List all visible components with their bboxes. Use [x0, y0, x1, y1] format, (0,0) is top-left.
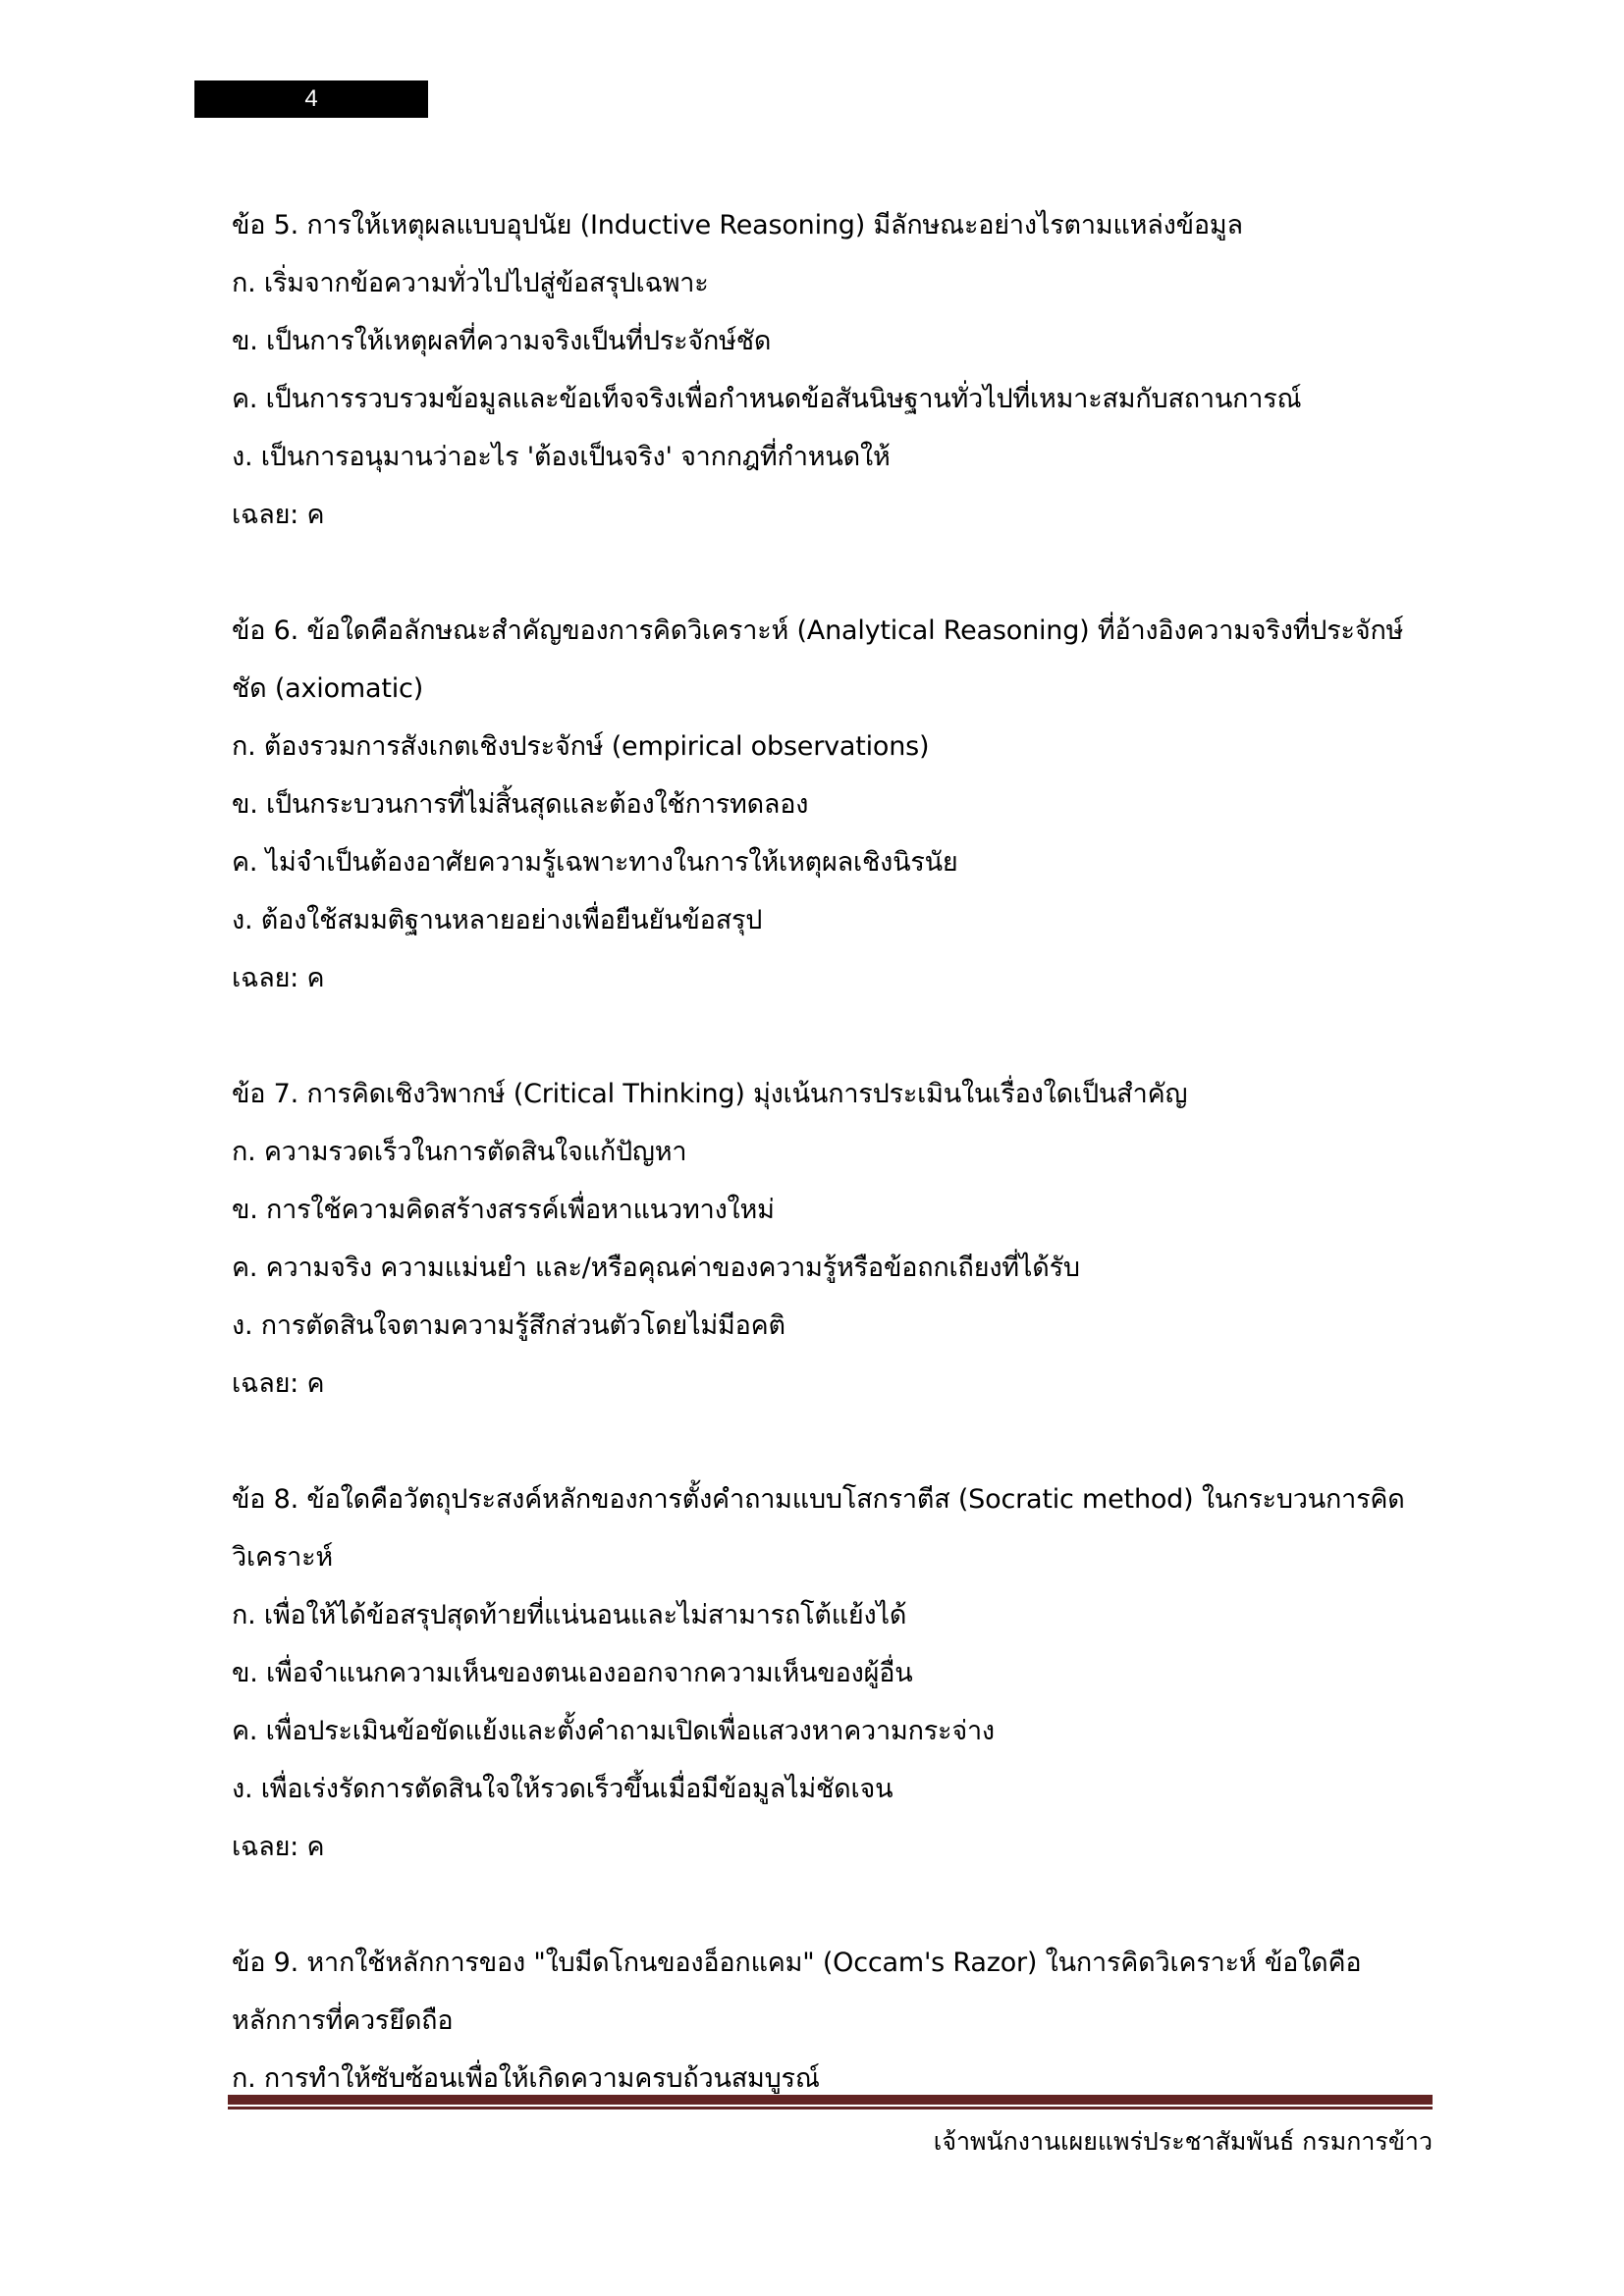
option-a: ก. ต้องรวมการสังเกตเชิงประจักษ์ (empirical observations) [232, 731, 930, 762]
page-number-badge [194, 80, 428, 118]
footer-organization: เจ้าพนักงานเผยแพร่ประชาสัมพันธ์ กรมการข้าว [933, 2127, 1433, 2156]
option-a: ก. ความรวดเร็วในการตัดสินใจแก้ปัญหา [232, 1137, 687, 1167]
option-a: ก. เพื่อให้ได้ข้อสรุปสุดท้ายที่แน่นอนและไม่สามารถโต้แย้งได้ [232, 1600, 907, 1630]
option-c: ค. ไม่จำเป็นต้องอาศัยความรู้เฉพาะทางในการให้เหตุผลเชิงนิรนัย [232, 847, 958, 878]
option-c: ค. เพื่อประเมินข้อขัดแย้งและตั้งคำถามเปิดเพื่อแสวงหาความกระจ่าง [232, 1716, 995, 1746]
option-d: ง. การตัดสินใจตามความรู้สึกส่วนตัวโดยไม่มีอคติ [232, 1310, 785, 1341]
option-d: ง. ต้องใช้สมมติฐานหลายอย่างเพื่อยืนยันข้อสรุป [232, 905, 763, 935]
question-6 [232, 602, 1439, 1007]
question-text-continued: ชัด (axiomatic) [232, 673, 424, 704]
question-text: ข้อ 7. การคิดเชิงวิพากษ์ (Critical Thinking) มุ่งเน้นการประเมินในเรื่องใดเป็นสำคัญ [232, 1079, 1188, 1109]
question-text: ข้อ 8. ข้อใดคือวัตถุประสงค์หลักของการตั้งคำถามแบบโสกราตีส (Socratic method) ในกระบวนการคิด [232, 1484, 1405, 1515]
option-a: ก. การทำให้ซับซ้อนเพื่อให้เกิดความครบถ้วนสมบูรณ์ [232, 2063, 820, 2094]
option-d: ง. เพื่อเร่งรัดการตัดสินใจให้รวดเร็วขึ้นเมื่อมีข้อมูลไม่ชัดเจน [232, 1774, 893, 1804]
page-number: 4 [304, 85, 318, 112]
answer-key: เฉลย: ค [232, 963, 325, 993]
footer-divider-thick [228, 2095, 1433, 2105]
question-8 [232, 1470, 1439, 1876]
footer-divider-thin [228, 2107, 1433, 2109]
question-7 [232, 1065, 1439, 1413]
answer-key: เฉลย: ค [232, 1368, 325, 1399]
question-text-continued: หลักการที่ควรยึดถือ [232, 2005, 454, 2036]
option-c: ค. เป็นการรวบรวมข้อมูลและข้อเท็จจริงเพื่อกำหนดข้อสันนิษฐานทั่วไปที่เหมาะสมกับสถานการณ์ [232, 384, 1302, 414]
option-b: ข. การใช้ความคิดสร้างสรรค์เพื่อหาแนวทางใหม่ [232, 1195, 775, 1225]
question-5 [232, 196, 1439, 544]
option-b: ข. เป็นการให้เหตุผลที่ความจริงเป็นที่ประจักษ์ชัด [232, 326, 772, 356]
option-a: ก. เริ่มจากข้อความทั่วไปไปสู่ข้อสรุปเฉพาะ [232, 268, 709, 298]
option-c: ค. ความจริง ความแม่นยำ และ/หรือคุณค่าของความรู้หรือข้อถกเถียงที่ได้รับ [232, 1253, 1080, 1283]
answer-key: เฉลย: ค [232, 1832, 325, 1862]
question-text: ข้อ 6. ข้อใดคือลักษณะสำคัญของการคิดวิเคราะห์ (Analytical Reasoning) ที่อ้างอิงความจริงที่ประจักษ์ [232, 615, 1404, 646]
option-b: ข. เป็นกระบวนการที่ไม่สิ้นสุดและต้องใช้การทดลอง [232, 789, 809, 820]
answer-key: เฉลย: ค [232, 500, 325, 530]
question-text: ข้อ 9. หากใช้หลักการของ "ใบมีดโกนของอ็อกแคม" (Occam's Razor) ในการคิดวิเคราะห์ ข้อใดคือ [232, 1948, 1362, 1978]
question-text-continued: วิเคราะห์ [232, 1542, 334, 1573]
option-b: ข. เพื่อจำแนกความเห็นของตนเองออกจากความเห็นของผู้อื่น [232, 1658, 913, 1688]
option-d: ง. เป็นการอนุมานว่าอะไร 'ต้องเป็นจริง' จากกฎที่กำหนดให้ [232, 442, 891, 472]
question-text: ข้อ 5. การให้เหตุผลแบบอุปนัย (Inductive Reasoning) มีลักษณะอย่างไรตามแหล่งข้อมูล [232, 210, 1243, 240]
document-body [232, 196, 1439, 2165]
question-9 [232, 1934, 1439, 2108]
